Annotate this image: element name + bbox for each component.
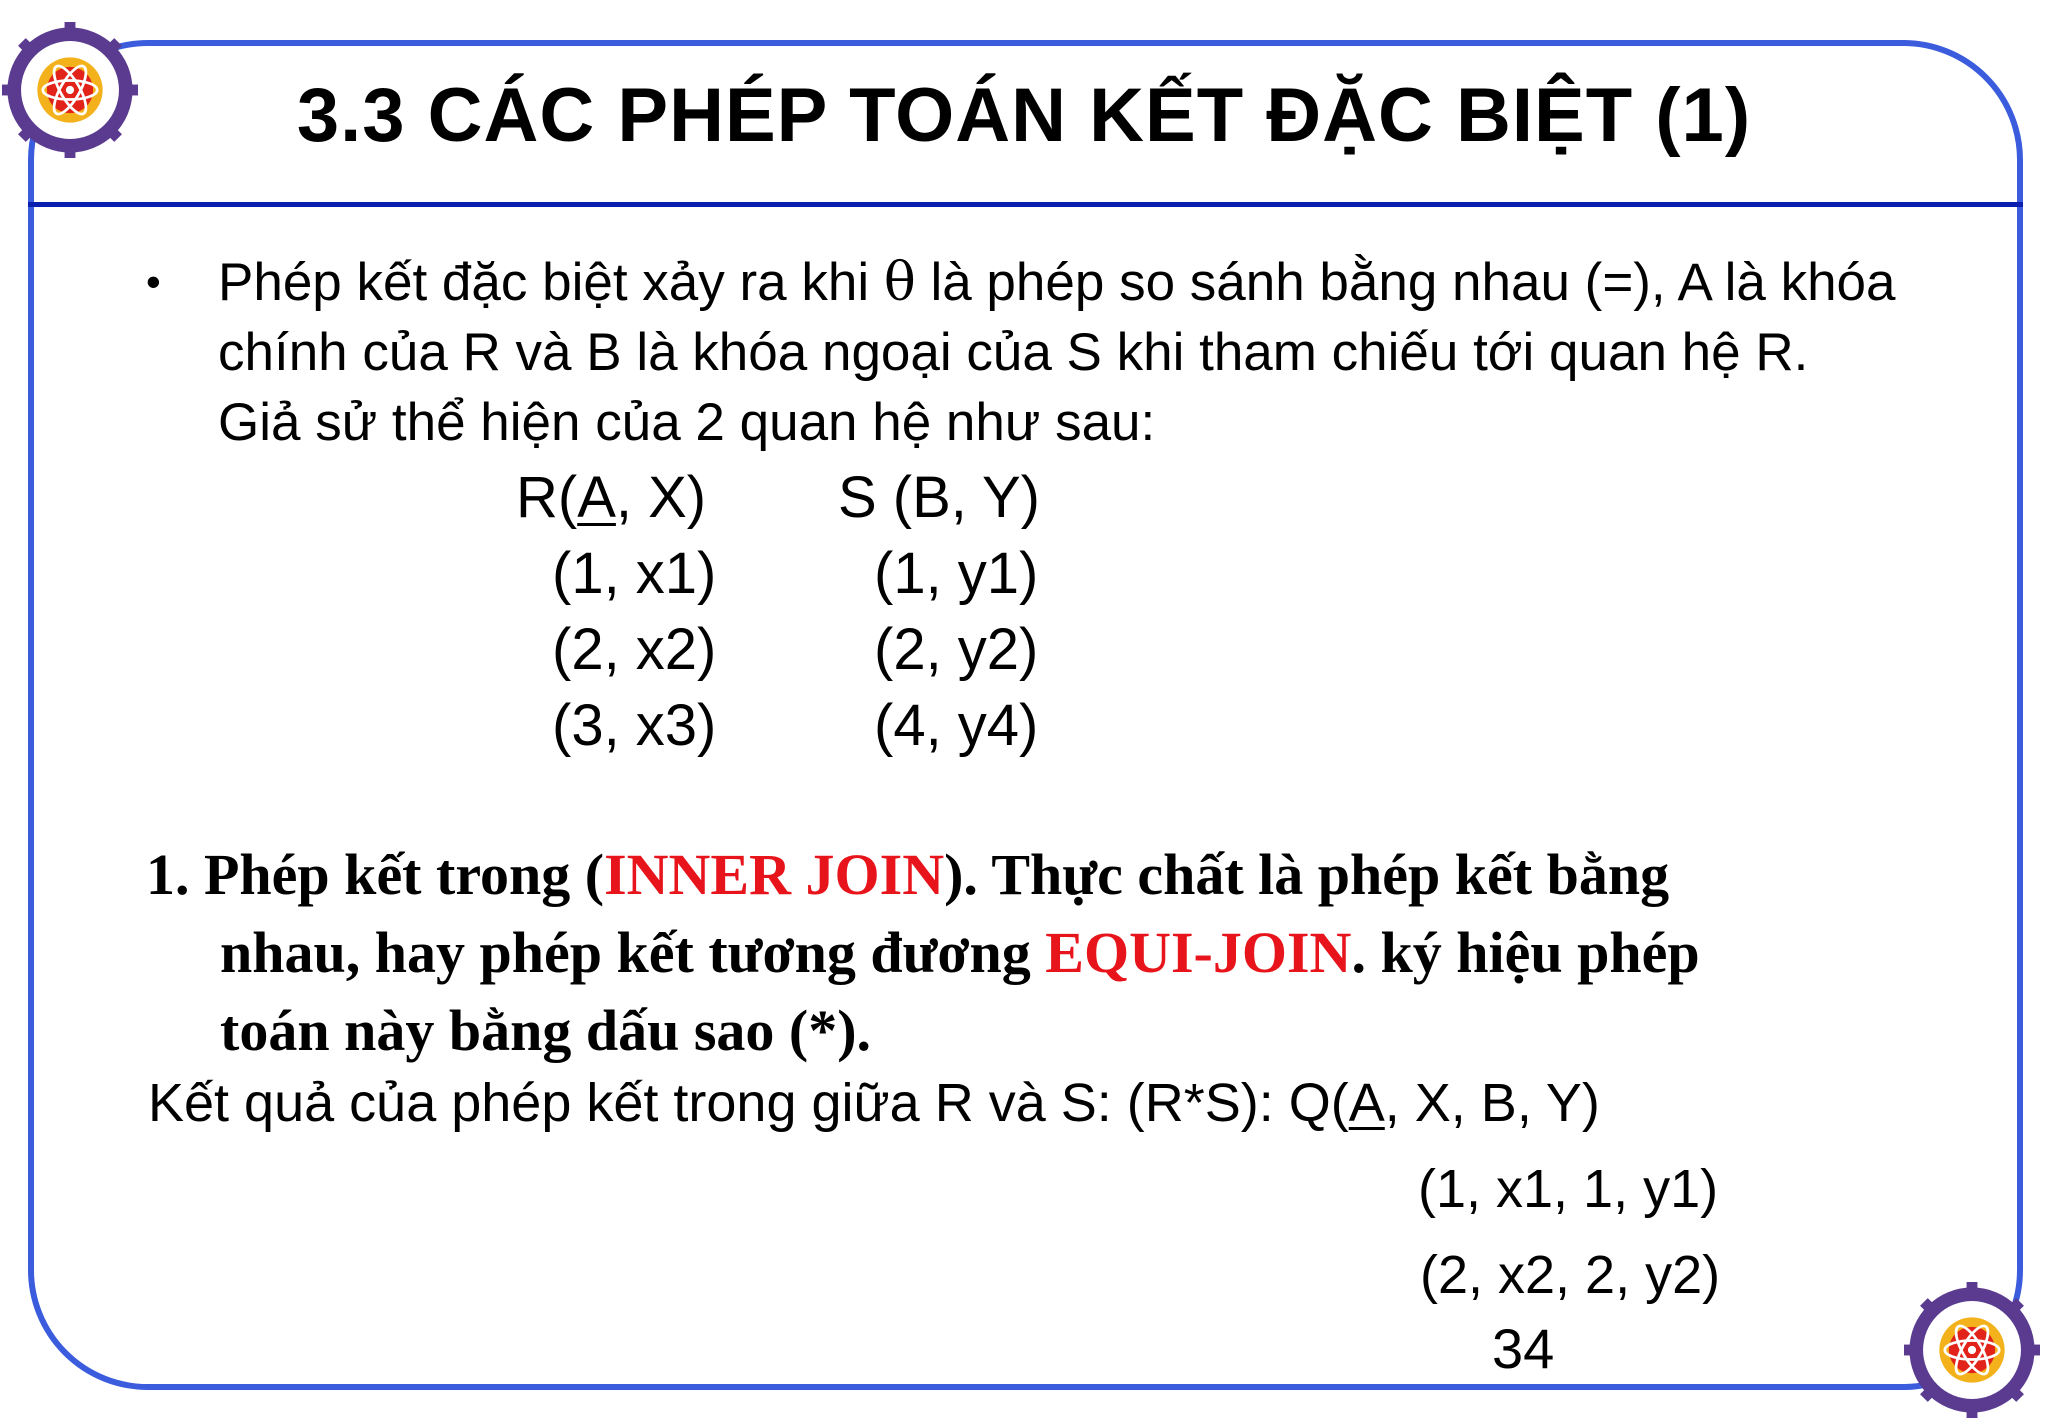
- bullet-icon: •: [146, 258, 161, 305]
- join-text-5: toán này bằng dấu sao (*).: [220, 998, 872, 1063]
- bullet-text-part-1: Phép kết đặc biệt xảy ra khi: [218, 253, 884, 312]
- university-logo-icon: [1904, 1282, 2040, 1418]
- bullet-text: [218, 248, 1898, 458]
- relation-r-row: (3, x3): [552, 693, 717, 758]
- result-row: (1, x1, 1, y1): [1418, 1159, 1719, 1219]
- inner-join-paragraph: [146, 836, 1906, 1070]
- join-text-4: . ký hiệu phép: [1351, 920, 1700, 985]
- slide-title: 3.3 CÁC PHÉP TOÁN KẾT ĐẶC BIỆT (1): [296, 73, 1752, 158]
- page-number: 34: [1492, 1317, 1555, 1380]
- result-key: A: [1348, 1073, 1385, 1133]
- relation-r-row: (2, x2): [552, 617, 717, 682]
- relation-r-row: (1, x1): [552, 541, 717, 606]
- result-description: [148, 1072, 1600, 1134]
- relation-r-prefix: R(: [516, 465, 578, 530]
- result-prefix: Kết quả của phép kết trong giữa R và S: (R*S): Q(: [148, 1073, 1349, 1133]
- bullet-text-part-2: là phép so sánh bằng nhau (=), A là khóa chính của R và B là khóa ngoại của S khi tham chiếu tới quan hệ R. Giả sử thể hiện của 2 quan hệ như sau:: [218, 253, 1896, 452]
- relation-r-key: A: [577, 465, 616, 530]
- result-suffix: , X, B, Y): [1384, 1073, 1600, 1133]
- result-row: (2, x2, 2, y2): [1420, 1245, 1721, 1305]
- relation-s-header: S (B, Y): [838, 465, 1040, 530]
- theta-symbol: θ: [883, 252, 916, 313]
- relation-s-row: (2, y2): [874, 617, 1039, 682]
- join-text-2: ). Thực chất là phép kết bằng: [944, 842, 1670, 907]
- join-text-1: 1. Phép kết trong (: [146, 842, 605, 907]
- title-divider: [28, 202, 2023, 207]
- join-line-2: [146, 914, 1906, 992]
- relation-s-row: (4, y4): [874, 693, 1039, 758]
- relation-s-row: (1, y1): [874, 541, 1039, 606]
- relation-r-suffix: , X): [615, 465, 707, 530]
- equi-join-keyword: EQUI-JOIN: [1045, 920, 1352, 985]
- inner-join-keyword: INNER JOIN: [604, 842, 945, 907]
- join-text-3: nhau, hay phép kết tương đương: [220, 920, 1046, 985]
- relation-r-header: [516, 460, 706, 536]
